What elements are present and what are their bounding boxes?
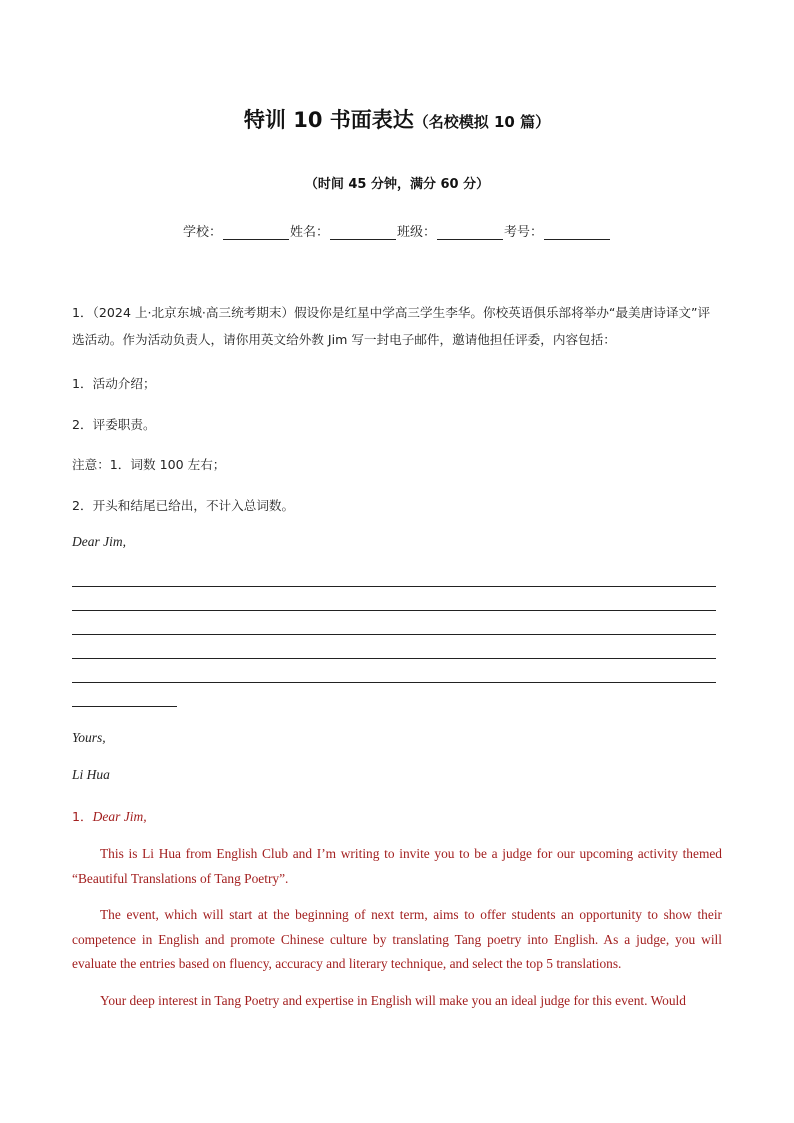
answer-greeting: Dear Jim,: [92, 809, 147, 824]
writing-line[interactable]: [72, 682, 716, 683]
page-title: [0, 104, 794, 134]
school-blank[interactable]: [223, 225, 289, 240]
answer-paragraph: The event, which will start at the beginning of next term, aims to offer students an opportunity to show their competence in English and promote Chinese culture by translating Tang poetry into English. As a judge, you will evaluate the entries based on fluency, accuracy and literary technique, and select the top 5 translations.: [72, 907, 722, 971]
exam-no-label: 考号：: [504, 225, 544, 240]
point-1: 1．活动介绍；: [72, 376, 156, 391]
question-prompt: [72, 299, 722, 353]
answer-heading: [72, 806, 147, 825]
note-1: 注意：1．词数 100 左右；: [72, 457, 226, 472]
school-label: 学校：: [182, 225, 222, 240]
writing-line[interactable]: [72, 586, 716, 587]
name-blank[interactable]: [330, 225, 396, 240]
writing-line[interactable]: [72, 610, 716, 611]
letter-signature: Li Hua: [72, 767, 110, 782]
name-label: 姓名：: [289, 225, 329, 240]
answer-paragraph: Your deep interest in Tang Poetry and expertise in English will make you an ideal judge for this event. Would: [100, 993, 686, 1008]
class-label: 班级：: [397, 225, 437, 240]
answer-paragraph: This is Li Hua from English Club and I’m writing to invite you to be a judge for our upcoming activity themed “Beautiful Translations of Tang Poetry”.: [72, 846, 722, 886]
point-2: 2．评委职责。: [72, 417, 156, 432]
writing-line[interactable]: [72, 658, 716, 659]
title-sub: （名校模拟 10 篇）: [413, 113, 551, 131]
info-fields: [0, 221, 794, 240]
letter-greeting: Dear Jim,: [72, 534, 126, 549]
exam-no-blank[interactable]: [544, 225, 610, 240]
question-number: 1．: [72, 305, 93, 320]
writing-line[interactable]: [72, 706, 177, 707]
letter-closing: Yours,: [72, 730, 106, 745]
answer-number: 1．: [72, 809, 93, 824]
title-main: 特训 10 书面表达: [243, 108, 414, 132]
class-blank[interactable]: [437, 225, 503, 240]
note-2: 2．开头和结尾已给出，不计入总词数。: [72, 498, 295, 513]
question-text: （2024 上·北京东城·高三统考期末）假设你是红星中学高三学生李华。你校英语俱乐部将举办“最美唐诗译文”评选活动。作为活动负责人，请你用英文给外教 Jim 写一封电子邮件，邀请他担任评委，内容包括：: [72, 305, 711, 347]
writing-line[interactable]: [72, 634, 716, 635]
time-info: （时间 45 分钟，满分 60 分）: [304, 177, 490, 192]
